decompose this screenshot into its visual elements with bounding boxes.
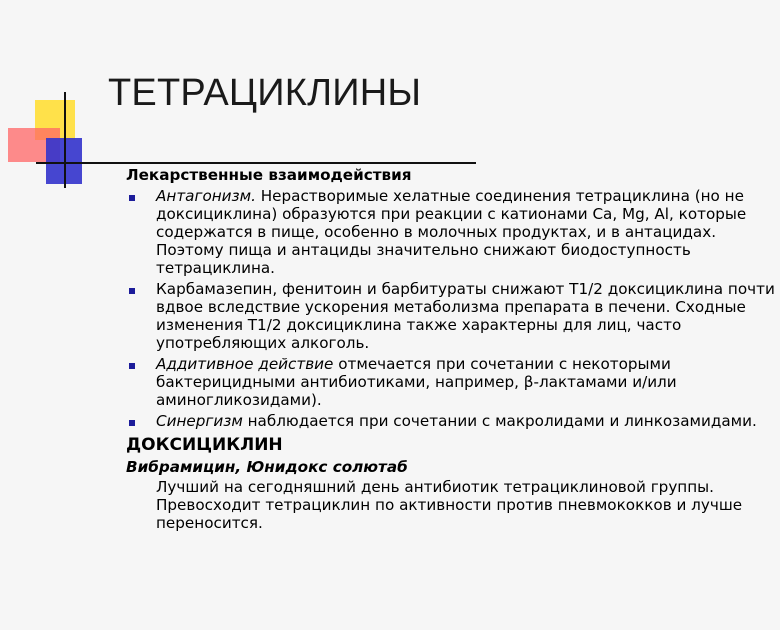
doxycycline-heading: ДОКСИЦИКЛИН (126, 435, 283, 455)
bullet-term: Антагонизм. (156, 187, 256, 205)
slide-title: ТЕТРАЦИКЛИНЫ (108, 72, 422, 114)
bullet-text: отмечается при сочетании с некоторыми бактерицидными антибиотиками, например, β-лактамами и/или аминогликозидами). (156, 355, 677, 409)
square-bullet-icon (129, 363, 135, 369)
title-underline (36, 162, 476, 164)
list-item (126, 412, 776, 430)
brand-names: Вибрамицин, Юнидокс солютаб (126, 458, 408, 476)
square-bullet-icon (129, 288, 135, 294)
logo-vertical-line (64, 92, 66, 188)
list-item (126, 355, 776, 409)
square-bullet-icon (129, 195, 135, 201)
bullet-term: Аддитивное действие (156, 355, 334, 373)
bullet-list (126, 187, 776, 430)
bullet-text: Карбамазепин, фенитоин и барбитураты снижают T1/2 доксициклина почти вдвое вследствие ускорения метаболизма препарата в печени. Сходные изменения T1/2 доксициклина также характерны для лиц, часто употребляющих алкоголь. (156, 280, 775, 352)
bullet-term: Синергизм (156, 412, 243, 430)
section-heading: Лекарственные взаимодействия (126, 166, 412, 184)
doxycycline-description: Лучший на сегодняшний день антибиотик тетрациклиновой группы. Превосходит тетрациклин по активности против пневмококков и лучше переносится. (156, 478, 743, 532)
bullet-text: Нерастворимые хелатные соединения тетрациклина (но не доксициклина) образуются при реакции с катионами Ca, Mg, Al, которые содержатся в пище, особенно в молочных продуктах, и в антацидах. Поэтому пища и антациды значительно снижают биодоступность тетрациклина. (156, 187, 747, 277)
square-bullet-icon (129, 420, 135, 426)
slide-content (126, 166, 776, 532)
bullet-text: наблюдается при сочетании с макролидами и линкозамидами. (242, 412, 757, 430)
list-item (126, 187, 776, 277)
list-item (126, 280, 776, 352)
